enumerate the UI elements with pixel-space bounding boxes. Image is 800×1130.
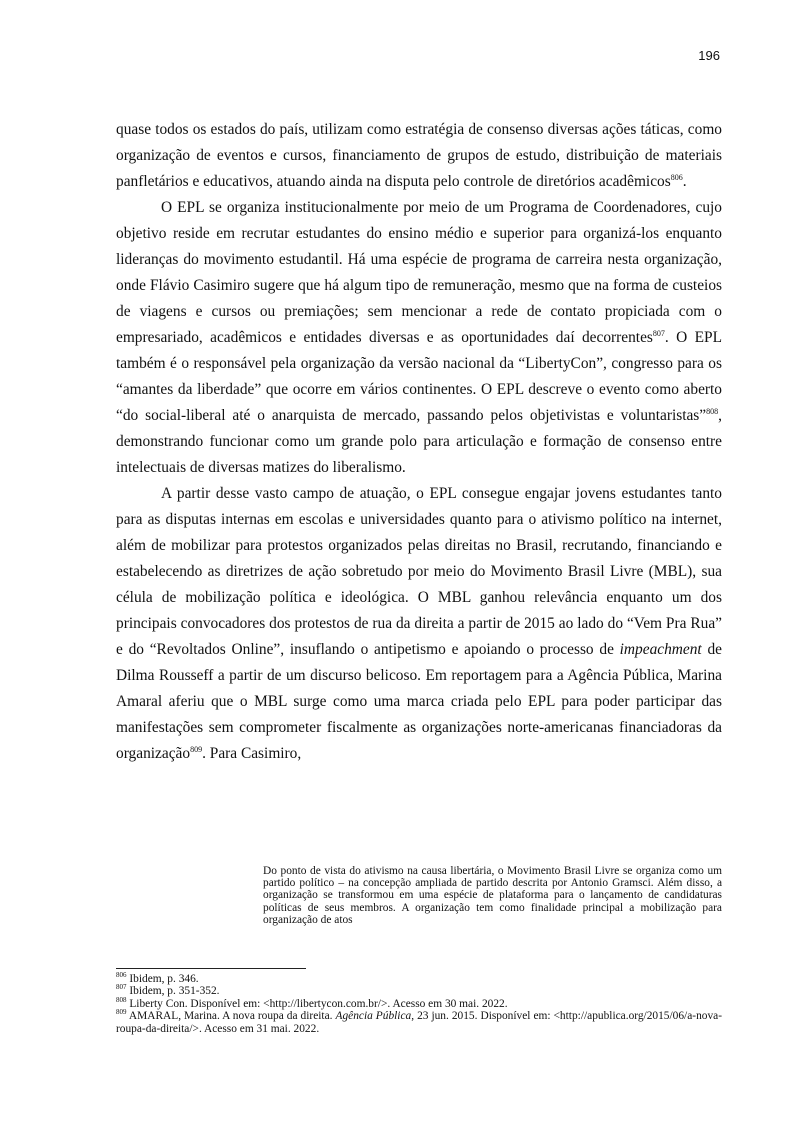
page-number: 196: [698, 48, 720, 63]
footnote-808: $^{808}$ Liberty Con. Disponível em: <http://libertycon.com.br/>. Acesso em 30 mai. 2022.: [116, 996, 508, 1010]
footnote-807: $^{807}$ Ibidem, p. 351-352.: [116, 983, 220, 998]
body-text: [116, 117, 722, 767]
block-quote: Do ponto de vista do ativismo na causa libertária, o Movimento Brasil Livre se organiza como um partido político – na concepção ampliada de partido descrita por Antonio Gramsci. Além disso, a organização se transformou em uma espécie de plataforma para o lançamento de candidaturas políticas de seus membros. A organização tem como finalidade principal a mobilização para organização de atos: [263, 865, 722, 926]
footnote-ref-806[interactable]: 806: [670, 172, 683, 182]
paragraph-2: O EPL se organiza institucionalmente por meio de um Programa de Coordenadores, cujo objetivo reside em recrutar estudantes do ensino médio e superior para organizá-los enquanto lideranças do movimento estudantil. Há uma espécie de programa de carreira nesta organização, onde Flávio Casimiro sugere que há algum tipo de remuneração, mesmo que na forma de custeios de viagens e cursos ou premiações; sem mencionar a rede de contato propiciada com o empresariado, acadêmicos e entidades diversas e as oportunidades daí decorrentes$^{807}$. O EPL também é o responsável pela organização da versão nacional da “LibertyCon”, congresso para os “amantes da liberdade” que ocorre em vários continentes. O EPL descreve o evento como aberto “do social-liberal até o anarquista de mercado, passando pelos objetivistas e voluntaristas”$^{808}$, demonstrando funcionar como um grande polo para articulação e formação de consenso entre intelectuais de diversas matizes do liberalismo.: [116, 199, 722, 476]
footnote-separator: [116, 968, 306, 969]
footnote-809: $^{809}$ AMARAL, Marina. A nova roupa da direita. Agência Pública, 23 jun. 2015. Disponível em: <http://apublica.org/2015/06/a-nova-roupa-da-direita/>. Acesso em 31 mai. 2022.: [116, 1008, 723, 1035]
paragraph-3: A partir desse vasto campo de atuação, o EPL consegue engajar jovens estudantes tanto para as disputas internas em escolas e universidades quanto para o ativismo político na internet, além de mobilizar para protestos organizados pelas direitas no Brasil, recrutando, financiando e estabelecendo as diretrizes de ação sobretudo por meio do Movimento Brasil Livre (MBL), sua célula de mobilização política e ideológica. O MBL ganhou relevância enquanto um dos principais convocadores dos protestos de rua da direita a partir de 2015 ao lado do “Vem Pra Rua” e do “Revoltados Online”, insuflando o antipetismo e apoiando o processo de impeachment de Dilma Rousseff a partir de um discurso belicoso. Em reportagem para a Agência Pública, Marina Amaral aferiu que o MBL surge como uma marca criada pelo EPL para poder participar das manifestações sem comprometer fiscalmente as organizações norte-americanas financiadoras da organização$^{809}$. Para Casimiro,: [116, 485, 722, 762]
footnote-806: $^{806}$ Ibidem, p. 346.: [116, 971, 199, 985]
paragraph-1: quase todos os estados do país, utilizam como estratégia de consenso diversas ações táticas, como organização de eventos e cursos, financiamento de grupos de estudo, distribuição de materiais panfletários e educativos, atuando ainda na disputa pelo controle de diretórios acadêmicos$^{806}$.: [116, 121, 722, 190]
footnote-ref-808[interactable]: 808: [706, 406, 719, 416]
footnotes: [116, 973, 722, 1035]
footnote-ref-809[interactable]: 809: [190, 744, 203, 754]
footnote-ref-807[interactable]: 807: [652, 328, 665, 338]
